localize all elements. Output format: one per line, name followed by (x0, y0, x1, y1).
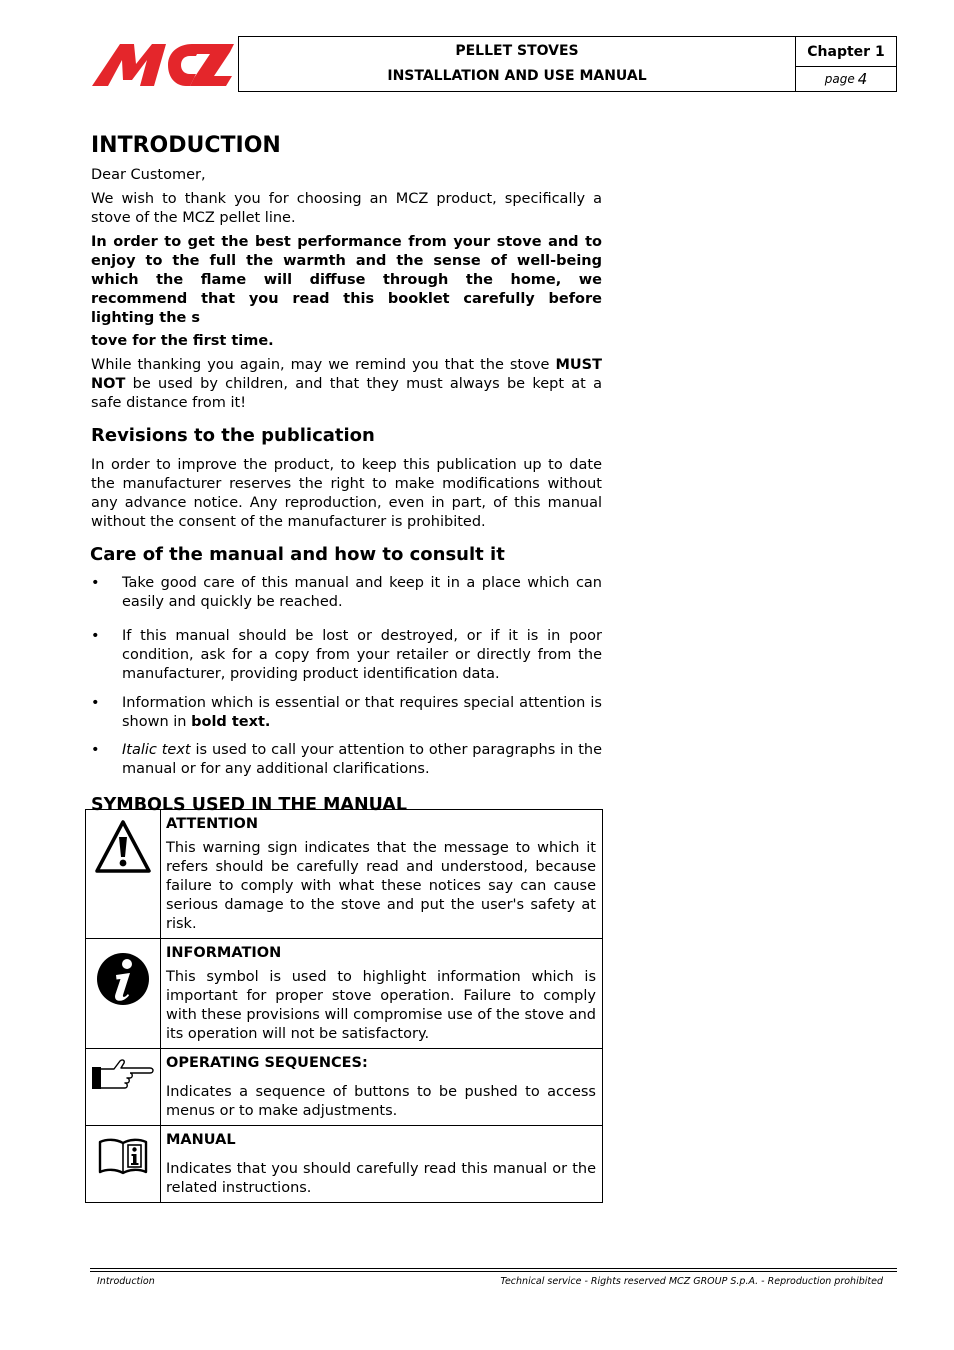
symbols-table (85, 809, 603, 1203)
footer-rights-notice: Technical service - Rights reserved MCZ GROUP S.p.A. - Reproduction prohibited (500, 1276, 883, 1287)
header-title (239, 37, 796, 91)
recommendation-continuation: tove for the first time. (91, 333, 274, 349)
header-box (238, 36, 897, 92)
care-bullet-2: • If this manual should be lost or destroyed, or if it is in poor condition, ask for a copy from your retailer or directly from the manufacturer, providing product identification data. (91, 627, 602, 684)
care-bullet-4 (91, 741, 602, 779)
information-icon (95, 951, 151, 1007)
symbol-desc-attention: This warning sign indicates that the message to which it refers should be carefully read and understood, because failure to comply with what these notices say can cause serious damage to the stove and put the user's safety at risk. (166, 840, 596, 932)
symbol-title-information: INFORMATION (166, 945, 282, 961)
care-bullet-1: • Take good care of this manual and keep it in a place which can easily and quickly be reached. (91, 574, 602, 612)
manual-book-icon (97, 1136, 149, 1176)
introduction-heading: INTRODUCTION (91, 133, 281, 158)
pointing-hand-icon (90, 1057, 156, 1093)
symbol-text-cell (161, 1126, 603, 1203)
symbol-title-operating-sequences: OPERATING SEQUENCES: (166, 1055, 368, 1071)
symbol-desc-manual: Indicates that you should carefully read this manual or the related instructions. (166, 1161, 596, 1196)
page-label: page (824, 72, 855, 86)
symbol-icon-cell (86, 939, 161, 1049)
main-content (91, 133, 602, 816)
reminder-must-not: MUST NOT (91, 357, 603, 392)
symbol-row-attention (86, 810, 603, 939)
reminder-paragraph (91, 356, 602, 413)
revisions-heading: Revisions to the publication (91, 425, 375, 446)
symbol-desc-information: This symbol is used to highlight information which is important for proper stove operation. Failure to comply with these provisions will compromise use of the stove and its operation will not be satisfactory. (166, 969, 596, 1042)
footer-rule-secondary (90, 1271, 897, 1272)
symbol-row-operating-sequences (86, 1049, 603, 1126)
symbols-heading: SYMBOLS USED IN THE MANUAL (91, 795, 407, 815)
header-title-line2: INSTALLATION AND USE MANUAL (387, 68, 647, 84)
header-title-line1: PELLET STOVES (455, 43, 579, 59)
greeting: Dear Customer, (91, 167, 206, 183)
revisions-paragraph: In order to improve the product, to keep this publication up to date the manufacturer reserves the right to make modifications without any advance notice. Any reproduction, even in part, of this manual without the consent of the manufacturer is prohibited. (91, 457, 602, 530)
symbol-title-manual: MANUAL (166, 1132, 236, 1148)
symbol-text-cell (161, 939, 603, 1049)
footer-rule (90, 1268, 897, 1269)
page-indicator (796, 67, 896, 91)
care-bullet-4-italic: Italic text (122, 742, 191, 758)
symbol-title-attention: ATTENTION (166, 816, 258, 832)
care-bullet-3 (91, 694, 602, 732)
symbol-row-manual (86, 1126, 603, 1203)
thanks-paragraph: We wish to thank you for choosing an MCZ product, specifically a stove of the MCZ pellet line. (91, 191, 602, 226)
symbol-text-cell (161, 810, 603, 939)
page-number: 4 (857, 70, 868, 88)
care-heading: Care of the manual and how to consult it (90, 544, 505, 565)
mcz-logo (90, 42, 236, 88)
symbol-desc-operating-sequences: Indicates a sequence of buttons to be pushed to access menus or to make adjustments. (166, 1084, 596, 1119)
care-bullet-list (91, 574, 602, 779)
care-bullet-3-bold: bold text. (191, 714, 271, 730)
warning-triangle-icon (94, 819, 152, 875)
footer-section-name: Introduction (97, 1276, 155, 1287)
logo-text: MCZ (90, 42, 93, 43)
symbol-icon-cell (86, 810, 161, 939)
care-bullet-4-text: is used to call your attention to other paragraphs in the manual or for any additional clarifications. (122, 742, 603, 777)
care-bullet-3-text: Information which is essential or that requires special attention is shown in (122, 695, 602, 730)
symbol-text-cell (161, 1049, 603, 1126)
chapter-label: Chapter 1 (796, 37, 896, 67)
recommendation-paragraph: In order to get the best performance from your stove and to enjoy to the full the warmth and the sense of well-being which the flame will diffuse through the home, we recommend that you read this booklet carefully before lighting the s (91, 234, 602, 326)
reminder-post: be used by children, and that they must always be kept at a safe distance from it! (91, 376, 602, 411)
reminder-pre: While thanking you again, may we remind you that the stove (91, 357, 550, 373)
symbol-icon-cell (86, 1126, 161, 1203)
symbol-icon-cell (86, 1049, 161, 1126)
symbol-row-information (86, 939, 603, 1049)
header-chapter-block (796, 37, 896, 91)
